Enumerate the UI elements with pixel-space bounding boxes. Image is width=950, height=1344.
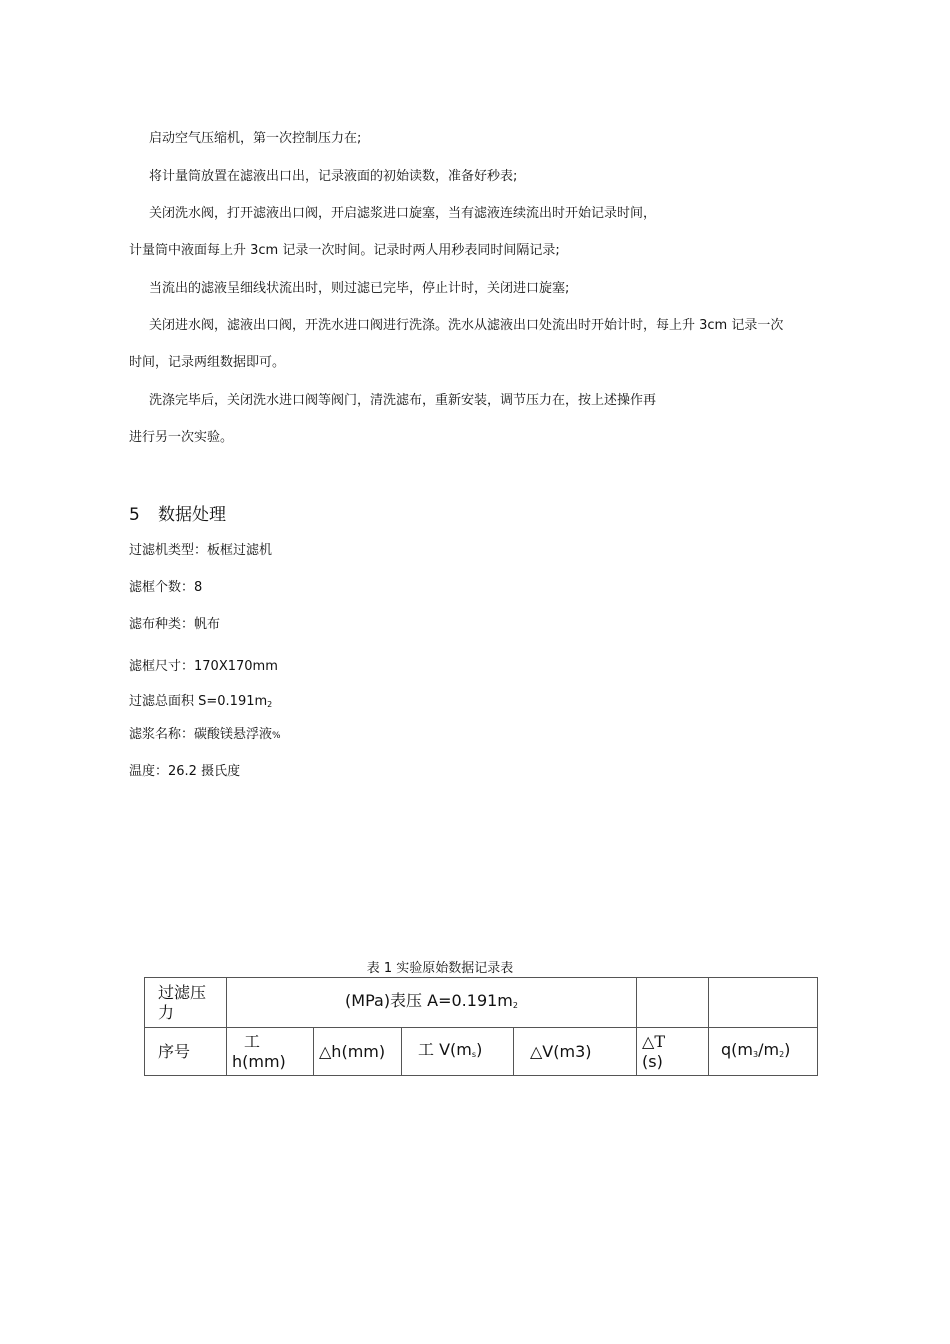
v-suffix: ): [476, 1040, 483, 1059]
v-glyph: 工: [418, 1040, 435, 1059]
pressure-label-cell: 过滤压力: [145, 978, 227, 1028]
filter-area-subscript: 2: [267, 700, 273, 709]
empty-cell: [709, 978, 818, 1028]
header-h-label: h(mm): [232, 1051, 286, 1071]
slurry-name-text: 滤浆名称：碳酸镁悬浮液: [129, 727, 273, 742]
step-line: 启动空气压缩机，第一次控制压力在;: [149, 131, 362, 146]
frame-size: 滤框尺寸：170X170mm: [129, 659, 278, 674]
q-subscript-1: 3: [753, 1050, 759, 1059]
header-delta-v: △V(m3): [514, 1028, 637, 1076]
header-index: 序号: [145, 1028, 227, 1076]
table-row: [145, 978, 818, 1028]
pressure-value-subscript: 2: [512, 1001, 518, 1010]
step-line: 进行另一次实验。: [129, 430, 234, 445]
header-v: [402, 1028, 514, 1076]
filter-area: [129, 694, 272, 711]
pressure-value-cell: [227, 978, 637, 1028]
step-line: 关闭进水阀，滤液出口阀，开洗水进口阀进行洗涤。洗水从滤液出口处流出时开始计时，每上升 3cm 记录一次: [149, 318, 784, 333]
header-delta-t: [637, 1028, 709, 1076]
v-prefix: V(m: [439, 1040, 472, 1059]
cloth-type: 滤布种类：帆布: [129, 617, 221, 632]
h-glyph: 工: [244, 1031, 261, 1051]
table-caption: 表 1 实验原始数据记录表: [366, 961, 514, 976]
header-delta-h: △h(mm): [314, 1028, 402, 1076]
data-record-table: [144, 977, 818, 1076]
table-header-row: [145, 1028, 818, 1076]
frame-count: 滤框个数：8: [129, 580, 203, 595]
empty-cell: [637, 978, 709, 1028]
slurry-percent: %: [272, 731, 281, 741]
slurry-name: [129, 727, 281, 744]
step-line: 洗涤完毕后，关闭洗水进口阀等阀门，清洗滤布，重新安装，调节压力在，按上述操作再: [149, 393, 657, 408]
delta-t-unit: (s): [642, 1051, 663, 1071]
step-line: 将计量筒放置在滤液出口出，记录液面的初始读数，准备好秒表;: [149, 169, 518, 184]
q-suffix: ): [784, 1040, 791, 1059]
pressure-value-text: (MPa)表压 A=0.191m: [345, 991, 513, 1010]
delta-t-symbol: △T: [642, 1031, 665, 1051]
q-subscript-2: 2: [779, 1050, 785, 1059]
section-title: 数据处理: [158, 505, 226, 525]
section-heading: [129, 505, 226, 525]
step-line: 关闭洗水阀，打开滤液出口阀，开启滤浆进口旋塞，当有滤液连续流出时开始记录时间，: [149, 206, 657, 221]
header-h: [227, 1028, 314, 1076]
q-prefix: q(m: [721, 1040, 753, 1059]
filter-area-text: 过滤总面积 S=0.191m: [129, 694, 268, 709]
q-mid: /m: [758, 1040, 780, 1059]
step-line: 时间，记录两组数据即可。: [129, 355, 286, 370]
section-number: 5: [129, 505, 140, 525]
v-subscript: s: [471, 1050, 477, 1059]
step-line: 计量筒中液面每上升 3cm 记录一次时间。记录时两人用秒表同时间隔记录;: [129, 243, 560, 258]
filter-type: 过滤机类型：板框过滤机: [129, 543, 273, 558]
temperature: 温度：26.2 摄氏度: [129, 764, 241, 779]
step-line: 当流出的滤液呈细线状流出时，则过滤已完毕，停止计时，关闭进口旋塞;: [149, 281, 570, 296]
header-q: [709, 1028, 818, 1076]
